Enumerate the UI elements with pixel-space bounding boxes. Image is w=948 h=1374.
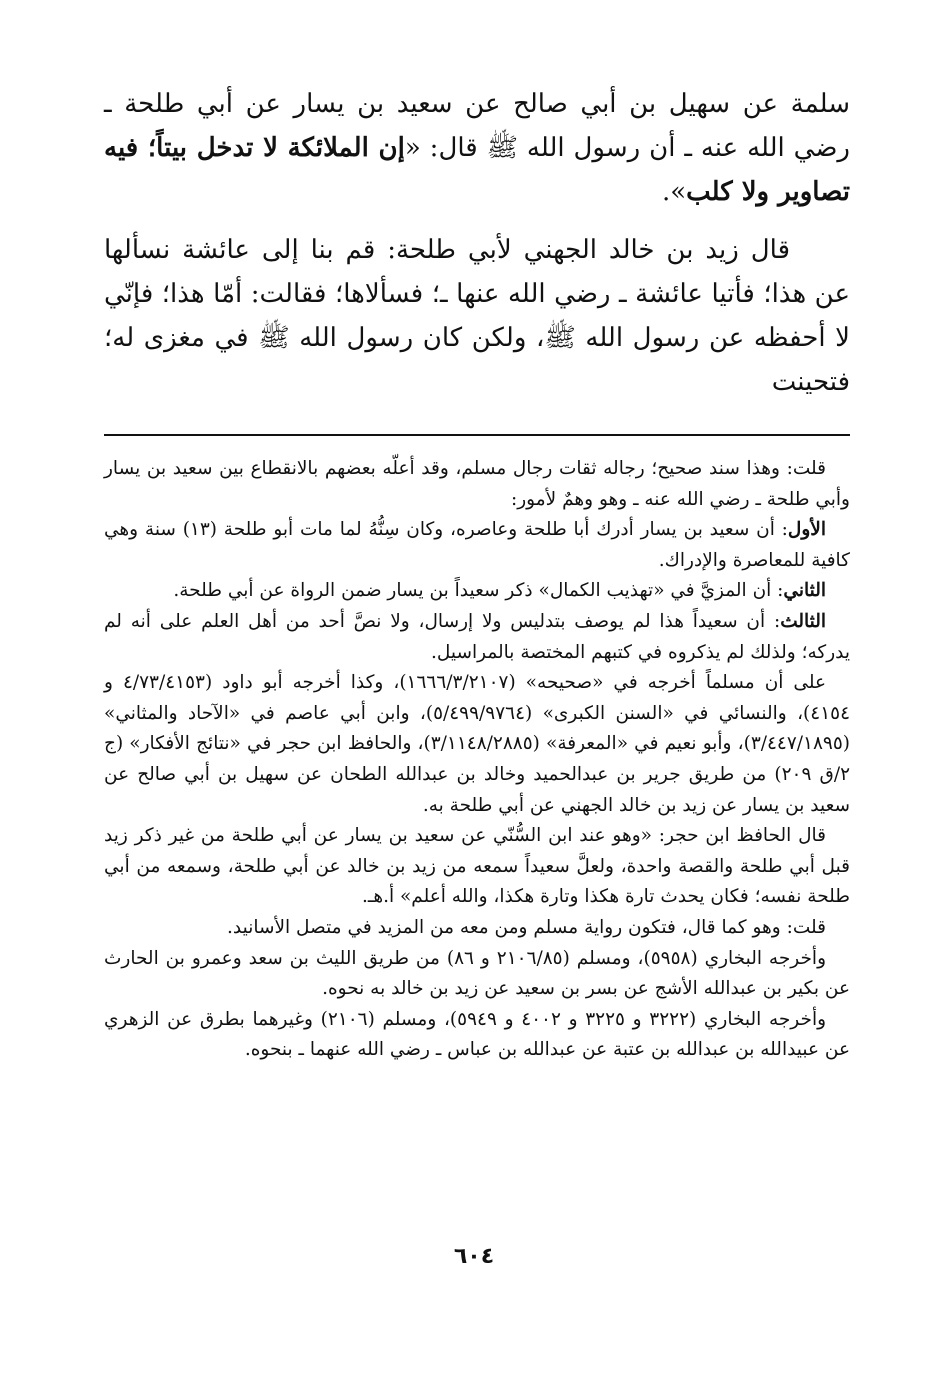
main-p1-lead: سلمة عن سهيل بن أبي صالح عن سعيد بن يسار عن أبي طلحة ـ رضي الله عنه ـ أن رسول الله ﷺ قال: « (104, 89, 850, 163)
footnote-text: وأخرجه البخاري (٣٢٢٢ و ٣٢٢٥ و ٤٠٠٢ و ٥٩٤٩)، ومسلم (٢١٠٦) وغيرهما بطرق عن الزهري عن عبيدالله بن عبدالله بن عتبة عن عبدالله بن عباس ـ رضي الله عنهما ـ بنحوه. (104, 1008, 850, 1061)
hadith-text: إن الملائكة لا تدخل بيتاً؛ فيه تصاوير ولا كلب (104, 133, 850, 207)
footnote-paragraph (104, 1005, 850, 1066)
page-content (104, 82, 850, 1066)
footnote-text: قال الحافظ ابن حجر: «وهو عند ابن السُّنّي عن سعيد بن يسار عن أبي طلحة من غير ذكر زيد قبل أبي طلحة والقصة واحدة، ولعلَّ سعيداً سمعه من زيد بن خالد عن أبي طلحة، وسمعه من أبي طلحة نفسه؛ فكان يحدث تارة هكذا وتارة هكذا، والله أعلم» أ.هـ. (104, 825, 850, 908)
footnote-divider (104, 434, 850, 436)
footnote-text: : أن سعيد بن يسار أدرك أبا طلحة وعاصره، وكان سِنُّهُ لما مات أبو طلحة (١٣) سنة وهي كافية للمعاصرة والإدراك. (104, 519, 850, 571)
footnote-text: على أن مسلماً أخرجه في «صحيحه» (١٦٦٦/٣/٢١٠٧)، وكذا أخرجه أبو داود (٤/٧٣/٤١٥٣ و ٤١٥٤)، والنسائي في «السنن الكبرى» (٥/٤٩٩/٩٧٦٤)، وابن أبي عاصم في «الآحاد والمثاني» (٣/٤٤٧/١٨٩٥)، وأبو نعيم في «المعرفة» (٣/١١٤٨/٢٨٨٥)، والحافظ ابن حجر في «نتائج الأفكار» (ج ٢/ق ٢٠٩) من طريق جرير بن عبدالحميد وخالد بن عبدالله الطحان عن سهيل بن أبي صالح عن سعيد بن يسار عن زيد بن خالد الجهني عن أبي طلحة به. (104, 672, 851, 816)
footnote-paragraph (104, 515, 850, 576)
footnote-paragraph (104, 454, 850, 515)
footnote-paragraph (104, 913, 850, 944)
footnote-text: قلت: وهذا سند صحيح؛ رجاله ثقات رجال مسلم، وقد أعلّه بعضهم بالانقطاع بين سعيد بن يسار وأبي طلحة ـ رضي الله عنه ـ وهو وهمٌ لأمور: (104, 458, 850, 510)
footnote-label: الثاني (783, 580, 826, 602)
footnote-paragraph (104, 668, 850, 821)
footnotes (104, 454, 850, 1066)
footnote-text: وأخرجه البخاري (٥٩٥٨)، ومسلم (٢١٠٦/٨٥ و ٨٦) من طريق الليث بن سعد وعمرو بن الحارث عن بكير بن عبدالله الأشج عن بسر بن سعيد عن زيد بن خالد به نحوه. (104, 947, 850, 1000)
footnote-label: الثالث (780, 610, 826, 632)
page-number: ٦٠٤ (453, 1244, 495, 1269)
footnote-text: قلت: وهو كما قال، فتكون رواية مسلم ومن معه من المزيد في متصل الأسانيد. (227, 916, 826, 938)
footnote-text: : أن سعيداً هذا لم يوصف بتدليس ولا إرسال، ولا نصَّ أحد من أهل العلم على أنه لم يدركه؛ ولذلك لم يذكروه في كتبهم المختصة بالمراسيل. (104, 610, 850, 663)
footnote-paragraph (104, 607, 850, 668)
main-p1-tail: ». (661, 177, 687, 207)
main-text (104, 82, 850, 404)
main-paragraph-2: قال زيد بن خالد الجهني لأبي طلحة: قم بنا إلى عائشة نسألها عن هذا؛ فأتيا عائشة ـ رضي الله عنها ـ؛ فسألاها؛ فقالت: أمّا هذا؛ فإنّي لا أحفظه عن رسول الله ﷺ، ولكن كان رسول الله ﷺ في مغزى له؛ فتحينت (104, 235, 850, 397)
footnote-label: الأول (787, 519, 826, 541)
footnote-paragraph (104, 821, 850, 913)
footnote-paragraph (104, 944, 850, 1005)
footnote-text: : أن المزيَّ في «تهذيب الكمال» ذكر سعيداً بن يسار ضمن الرواة عن أبي طلحة. (173, 580, 784, 602)
main-paragraph-1 (104, 82, 850, 214)
footnote-paragraph (104, 576, 850, 607)
